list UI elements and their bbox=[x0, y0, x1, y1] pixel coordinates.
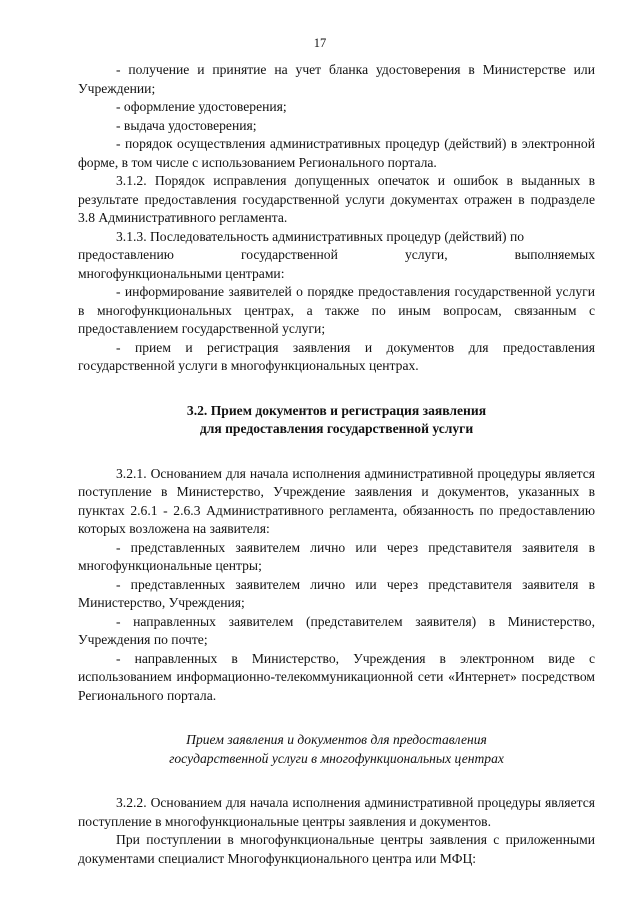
page-number: 17 bbox=[313, 36, 327, 50]
subheading-line: государственной услуги в многофункциональных центрах bbox=[169, 750, 504, 766]
paragraph-3-2-2: 3.2.2. Основанием для начала исполнения административной процедуры является поступление в многофункциональные центры заявления и документов. bbox=[78, 795, 595, 829]
paragraph-final: При поступлении в многофункциональные центры заявления с приложенными документами специалист Многофункционального центра или МФЦ: bbox=[78, 832, 595, 866]
paragraph-3-1-3-line3: многофункциональными центрами: bbox=[78, 265, 285, 281]
word: выполняемых bbox=[514, 247, 595, 262]
list-item: - представленных заявителем лично или через представителя заявителя в Министерство, Учреждения; bbox=[78, 576, 595, 610]
document-body bbox=[78, 61, 595, 868]
list-item: - информирование заявителей о порядке предоставления государственной услуги в многофункциональных центрах, а также по иным вопросам, связанным с предоставлением государственной услуги; bbox=[78, 284, 595, 336]
subheading-line: Прием заявления и документов для предоставления bbox=[186, 732, 487, 747]
heading-line: 3.2. Прием документов и регистрация заявления bbox=[186, 402, 487, 418]
word: предоставлению bbox=[78, 247, 174, 262]
word: государственной bbox=[240, 247, 338, 262]
paragraph-3-1-2: 3.1.2. Порядок исправления допущенных опечаток и ошибок в выданных в результате предоставления государственной услуги документах отражен в подразделе 3.8 Административного регламента. bbox=[78, 173, 595, 225]
paragraph-3-2-1: 3.2.1. Основанием для начала исполнения административной процедуры является поступление в Министерство, Учреждение заявления и документов, указанных в пунктах 2.6.1 - 2.6.3 Административного регламента, обязанность по предоставлению которых возложена на заявителя: bbox=[78, 465, 595, 536]
heading-line: для предоставления государственной услуги bbox=[199, 421, 474, 436]
list-item: - выдача удостоверения; bbox=[116, 117, 257, 133]
list-item: - оформление удостоверения; bbox=[116, 99, 287, 114]
list-item: - порядок осуществления административных процедур (действий) в электронной форме, в том числе с использованием Регионального портала. bbox=[78, 136, 595, 170]
paragraph-3-1-3-line2 bbox=[78, 246, 595, 265]
list-item: - прием и регистрация заявления и документов для предоставления государственной услуги в многофункциональных центрах. bbox=[78, 339, 595, 373]
italic-subheading bbox=[78, 731, 595, 768]
list-item: - получение и принятие на учет бланка удостоверения в Министерстве или Учреждении; bbox=[78, 62, 595, 96]
section-heading-3-2 bbox=[78, 402, 595, 439]
word: услуги, bbox=[404, 247, 448, 262]
list-item: - направленных в Министерство, Учреждения в электронном виде с использованием информационно-телекоммуникационной сети «Интернет» посредством Регионального портала. bbox=[78, 650, 595, 703]
list-item: - направленных заявителем (представителем заявителя) в Министерство, Учреждения по почте; bbox=[78, 613, 595, 647]
paragraph-3-1-3-line1: 3.1.3. Последовательность административных процедур (действий) по bbox=[116, 228, 525, 244]
list-item: - представленных заявителем лично или через представителя заявителя в многофункциональные центры; bbox=[78, 539, 595, 573]
